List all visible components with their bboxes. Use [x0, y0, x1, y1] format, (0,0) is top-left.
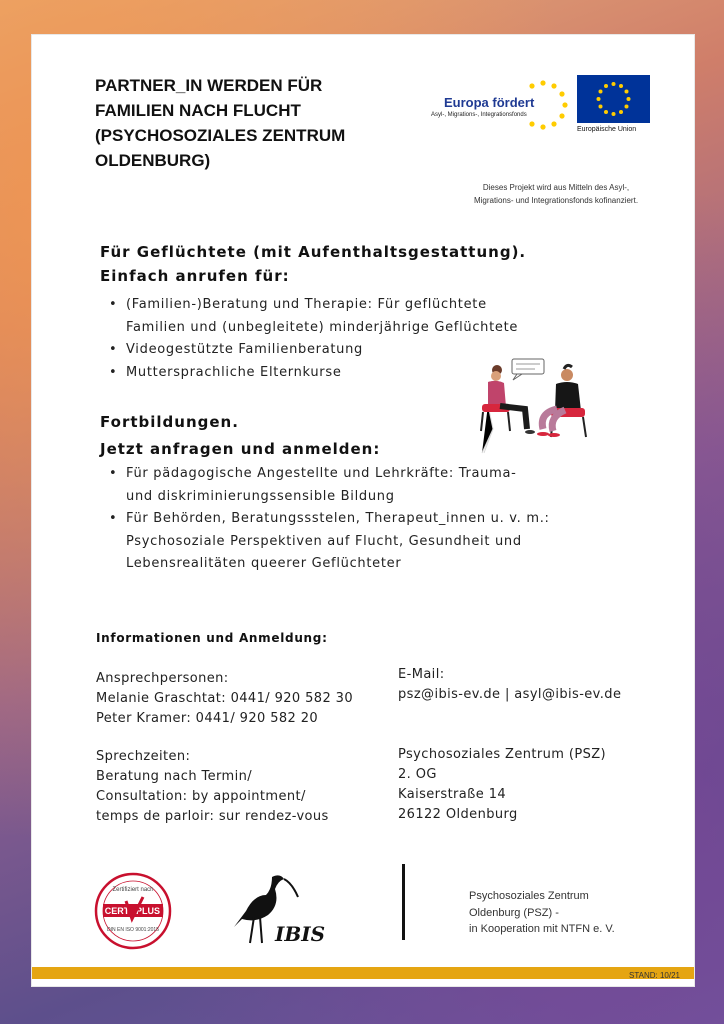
address-block: Psychosoziales Zentrum (PSZ) 2. OG Kaiserstraße 14 26122 Oldenburg — [398, 747, 607, 822]
certplus-seal-icon — [93, 871, 173, 951]
section-training-heading: Fortbildungen. — [100, 413, 239, 431]
svg-text:Zertifiziert nach: Zertifiziert nach — [112, 887, 154, 893]
eu-funding-block — [421, 71, 681, 211]
europa-foerdert-logo — [421, 77, 575, 145]
eu-flag-caption: Europäische Union — [577, 126, 637, 133]
eu-star-arc-icon — [421, 77, 575, 145]
contact-persons: Ansprechpersonen: Melanie Graschtat: 0441/ 920 582 30 Peter Kramer: 0441/ 920 582 20 — [96, 669, 353, 729]
eu-flag-icon — [577, 75, 650, 123]
footer-divider — [402, 864, 405, 940]
europa-foerdert-subtitle: Asyl-, Migrations-, Integrationsfonds — [431, 112, 527, 118]
refugee-services-list — [109, 294, 518, 384]
list-item: • Muttersprachliche Elternkurse — [109, 362, 518, 385]
svg-text:CERT: CERT — [104, 906, 130, 916]
svg-text:PLUS: PLUS — [135, 906, 161, 916]
footer-cooperation-text: Psychosoziales Zentrum Oldenburg (PSZ) - in Kooperation mit NTFN e. V. — [469, 890, 615, 935]
training-list — [109, 463, 550, 576]
europa-foerdert-title: Europa fördert — [444, 95, 535, 110]
contact-phone: Melanie Graschtat: 0441/ 920 582 30 — [96, 691, 354, 706]
list-item: • Videogestützte Familienberatung — [109, 339, 518, 362]
email-link[interactable]: psz@ibis-ev.de | asyl@ibis-ev.de — [398, 687, 622, 702]
flyer-page — [31, 34, 695, 987]
list-item: • Für Behörden, Beratungssstelen, Therapeut_innen u. v. m.: Psychosoziale Perspektiven auf Flucht, Gesundheit und Lebensrealitäten queerer Geflüchteter — [109, 508, 550, 576]
page-title: PARTNER_IN WERDEN FÜR FAMILIEN NACH FLUCHT (PSYCHOSOZIALES ZENTRUM OLDENBURG) — [95, 76, 346, 170]
email-block: E-Mail: psz@ibis-ev.de | asyl@ibis-ev.de — [398, 665, 621, 705]
ibis-logo — [228, 871, 338, 949]
accent-bar — [32, 967, 694, 979]
info-heading: Informationen und Anmeldung: — [96, 631, 328, 645]
svg-text:DIN EN ISO 9001:2015: DIN EN ISO 9001:2015 — [107, 927, 159, 933]
section-refugees-heading: Für Geflüchtete (mit Aufenthaltsgestattung). — [100, 243, 527, 261]
section-training-subheading: Jetzt anfragen und anmelden: — [100, 440, 381, 458]
revision-stamp: STAND: 10/21 — [629, 971, 680, 980]
section-refugees-subheading: Einfach anrufen für: — [100, 267, 290, 285]
counseling-illustration — [477, 357, 595, 457]
office-hours: Sprechzeiten: Beratung nach Termin/ Consultation: by appointment/ temps de parloir: sur rendez-vous — [96, 749, 329, 824]
list-item: • (Familien-)Beratung und Therapie: Für geflüchtete Familien und (unbegleitete) minderjährige Geflüchtete — [109, 294, 518, 339]
list-item: • Für pädagogische Angestellte und Lehrkräfte: Trauma- und diskriminierungssensible Bildung — [109, 463, 550, 508]
contact-phone: Peter Kramer: 0441/ 920 582 20 — [96, 711, 319, 726]
funding-note: Dieses Projekt wird aus Mitteln des Asyl-, Migrations- und Integrationsfonds kofinanziert. — [473, 183, 639, 205]
svg-text:IBIS: IBIS — [274, 922, 326, 946]
